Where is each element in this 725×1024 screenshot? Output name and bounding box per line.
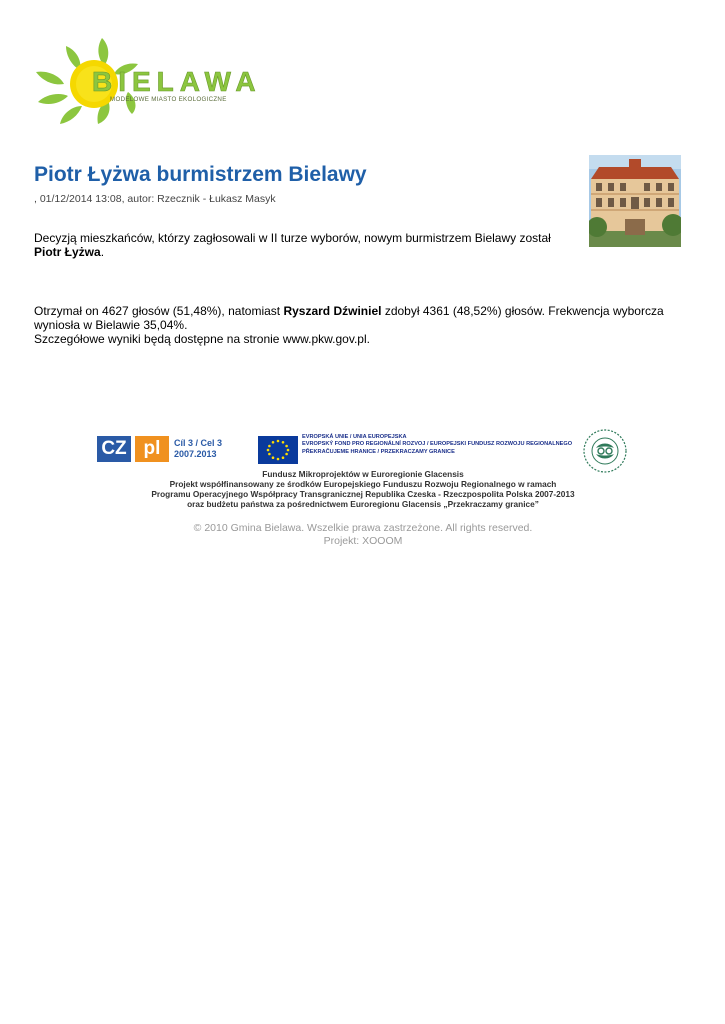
funding-line: Fundusz Mikroprojektów w Euroregionie Glacensis xyxy=(262,469,464,479)
runner-up-name: Ryszard Dźwiniel xyxy=(283,304,382,318)
results-text-b: zdobył 4361 (48,52%) głosów. Frekwencja wyborcza wyniosła w Bielawie 35,04%. xyxy=(34,304,664,332)
czpl-program-logo xyxy=(97,434,225,464)
town-hall-photo xyxy=(589,155,681,247)
eu-fund-logo xyxy=(258,434,573,468)
design-credit: Projekt: XOOOM xyxy=(323,535,403,547)
article-meta: , 01/12/2014 13:08, autor: Rzecznik - Łukasz Masyk xyxy=(34,193,276,205)
eu-line: EVROPSKÁ UNIE / UNIA EUROPEJSKA xyxy=(302,434,407,440)
winner-name: Piotr Łyżwa xyxy=(34,245,101,259)
logo-tagline: MODELOWE MIASTO EKOLOGICZNE xyxy=(110,96,227,103)
paragraph-text: Decyzją mieszkańców, którzy zagłosowali w II turze wyborów, nowym burmistrzem Bielawy został xyxy=(34,231,551,245)
eu-line: EVROPSKÝ FOND PRO REGIONÁLNÍ ROZVOJ / EUROPEJSKI FUNDUSZ ROZWOJU REGIONALNEGO xyxy=(302,441,573,448)
eu-line: PŘEKRAČUJEME HRANICE / PRZEKRACZAMY GRANICE xyxy=(302,448,455,455)
results-text-a: Otrzymał on 4627 głosów (51,48%), natomiast xyxy=(34,304,284,318)
article-paragraph-2 xyxy=(34,304,684,346)
cz-badge: CZ xyxy=(97,436,131,462)
euroregion-glacensis-logo xyxy=(582,428,628,474)
funding-statement xyxy=(90,469,636,509)
funding-line: oraz budżetu państwa za pośrednictwem Euroregionu Glacensis „Przekraczamy granice” xyxy=(187,499,539,509)
eu-fund-text xyxy=(302,434,572,456)
pl-badge: pl xyxy=(135,436,169,462)
paragraph-end: . xyxy=(100,245,105,259)
results-link-text: Szczegółowe wyniki będą dostępne na stronie www.pkw.gov.pl. xyxy=(34,332,370,346)
logo-wordmark: BIELAWA xyxy=(92,66,262,97)
article-paragraph-1 xyxy=(34,231,574,259)
funding-line: Projekt współfinansowany ze środków Europejskiego Funduszu Rozwoju Regionalnego w ramach xyxy=(169,479,557,489)
program-years: 2007.2013 xyxy=(174,449,217,459)
bielawa-logo xyxy=(32,36,262,126)
eu-flag-icon xyxy=(258,436,298,464)
article-title: Piotr Łyżwa burmistrzem Bielawy xyxy=(34,163,367,186)
copyright-block xyxy=(90,522,636,548)
funding-line: Programu Operacyjnego Współpracy Transgranicznej Republika Czeska - Rzeczpospolita Polska 2007-2013 xyxy=(151,489,575,499)
cil-label: Cíl 3 / Cel 3 xyxy=(174,438,223,448)
copyright-text: © 2010 Gmina Bielawa. Wszelkie prawa zastrzeżone. All rights reserved. xyxy=(193,522,533,534)
